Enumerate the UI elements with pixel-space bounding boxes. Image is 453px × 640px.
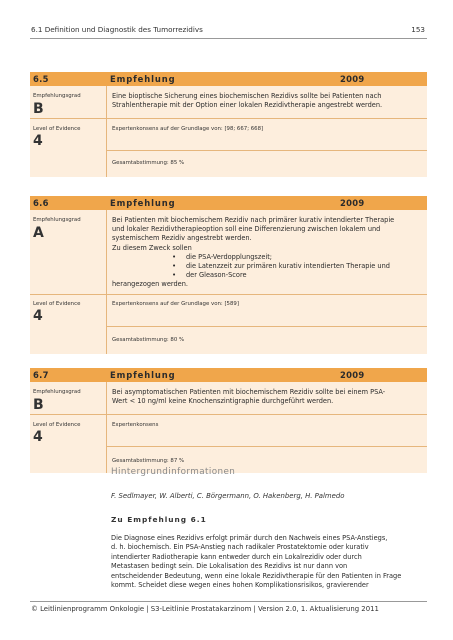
recommendation-grade: A: [33, 225, 44, 241]
evidence-label: Level of Evidence: [33, 301, 81, 307]
text-line: systemischem Rezidiv angestrebt werden.: [112, 234, 252, 243]
recommendation-header-bar: [30, 368, 427, 382]
recommendation-header-bar: [30, 196, 427, 210]
recommendation-year: 2009: [340, 74, 365, 84]
text-line: und lokaler Rezidivtherapieoption soll eine Differenzierung zwischen lokalem und: [112, 225, 381, 234]
recommendation-number: 6.5: [33, 74, 49, 84]
column-divider: [106, 210, 107, 354]
recommendation-box-6-7: [30, 368, 427, 473]
section-heading: Hintergrundinformationen: [111, 467, 236, 477]
list-item: • die Latenzzeit zur primären kurativ intendierten Therapie und: [112, 262, 422, 271]
text-line: Wert < 10 ng/ml keine Knochenszintigraphie durchgeführt werden.: [112, 397, 334, 406]
text-line: d. h. biochemisch. Ein PSA-Anstieg nach radikaler Prostatektomie oder kurativ: [111, 543, 369, 552]
header-divider: [30, 38, 427, 39]
consensus-vote: Gesamtabstimmung: 87 %: [112, 458, 185, 464]
grade-label: Empfehlungsgrad: [33, 93, 81, 99]
list-item: • der Gleason-Score: [112, 271, 422, 280]
subsection-heading: Zu Empfehlung 6.1: [111, 515, 207, 524]
evidence-label: Level of Evidence: [33, 126, 81, 132]
evidence-level: 4: [33, 308, 43, 324]
row-divider: [106, 150, 427, 151]
recommendation-grade: B: [33, 101, 44, 117]
evidence-source: Expertenkonsens: [112, 422, 159, 428]
recommendation-number: 6.7: [33, 370, 49, 380]
text-line: entscheidender Bedeutung, wenn eine lokale Rezidivtherapie für den Patienten in Frage: [111, 571, 402, 580]
text-line: Zu diesem Zweck sollen: [112, 243, 192, 252]
evidence-level: 4: [33, 429, 43, 445]
recommendation-text: [112, 388, 422, 406]
recommendation-box-6-6: [30, 196, 427, 354]
text-line: Eine bioptische Sicherung eines biochemischen Rezidivs sollte bei Patienten nach: [112, 92, 382, 100]
list-item: • die PSA-Verdopplungszeit;: [112, 253, 422, 262]
row-divider: [30, 294, 427, 295]
text-line: Metastasen bedingt sein. Die Lokalisation des Rezidivs ist nur dann von: [111, 562, 348, 571]
page-number: 153: [411, 25, 425, 34]
evidence-source: Expertenkonsens auf der Grundlage von: [589]: [112, 301, 239, 307]
text-line: Bei Patienten mit biochemischem Rezidiv nach primärer kurativ intendierter Therapie: [112, 216, 395, 224]
criteria-list: [112, 253, 422, 281]
page-footer: © Leitlinienprogramm Onkologie | S3-Leitlinie Prostatakarzinom | Version 2.0, 1. Aktualisierung 2011: [31, 605, 379, 613]
footer-divider: [30, 601, 427, 602]
recommendation-label: Empfehlung: [110, 198, 176, 208]
recommendation-year: 2009: [340, 370, 365, 380]
column-divider: [106, 86, 107, 177]
text-line: Bei asymptomatischen Patienten mit biochemischem Rezidiv sollte bei einem PSA-: [112, 388, 386, 396]
row-divider: [30, 118, 427, 119]
row-divider: [106, 326, 427, 327]
row-divider: [106, 446, 427, 447]
recommendation-grade: B: [33, 397, 44, 413]
recommendation-header-bar: [30, 72, 427, 86]
consensus-vote: Gesamtabstimmung: 85 %: [112, 160, 185, 166]
evidence-label: Level of Evidence: [33, 422, 81, 428]
recommendation-text: [112, 216, 422, 290]
evidence-source: Expertenkonsens auf der Grundlage von: [98; 667; 668]: [112, 126, 264, 132]
text-line: intendierter Radiotherapie kann entweder durch ein Lokalrezidiv oder durch: [111, 552, 362, 561]
text-line: Strahlentherapie mit der Option einer lokalen Rezidivtherapie angestrebt werden.: [112, 101, 383, 110]
recommendation-year: 2009: [340, 198, 365, 208]
text-line: kommt. Scheidet diese wegen eines hohen Komplikationsrisikos, gravierender: [111, 581, 369, 590]
column-divider: [106, 382, 107, 473]
consensus-vote: Gesamtabstimmung: 80 %: [112, 337, 185, 343]
recommendation-label: Empfehlung: [110, 370, 176, 380]
row-divider: [30, 414, 427, 415]
authors-line: F. Sedlmayer, W. Alberti, C. Börgermann, O. Hakenberg, H. Palmedo: [111, 492, 345, 500]
evidence-level: 4: [33, 133, 43, 149]
running-header-title: 6.1 Definition und Diagnostik des Tumorrezidivs: [31, 25, 203, 34]
body-paragraph: [111, 534, 424, 590]
recommendation-text: [112, 92, 422, 110]
grade-label: Empfehlungsgrad: [33, 389, 81, 395]
grade-label: Empfehlungsgrad: [33, 217, 81, 223]
text-line: Die Diagnose eines Rezidivs erfolgt primär durch den Nachweis eines PSA-Anstiegs,: [111, 534, 388, 542]
recommendation-number: 6.6: [33, 198, 49, 208]
text-line: herangezogen werden.: [112, 280, 188, 289]
recommendation-label: Empfehlung: [110, 74, 176, 84]
recommendation-box-6-5: [30, 72, 427, 177]
